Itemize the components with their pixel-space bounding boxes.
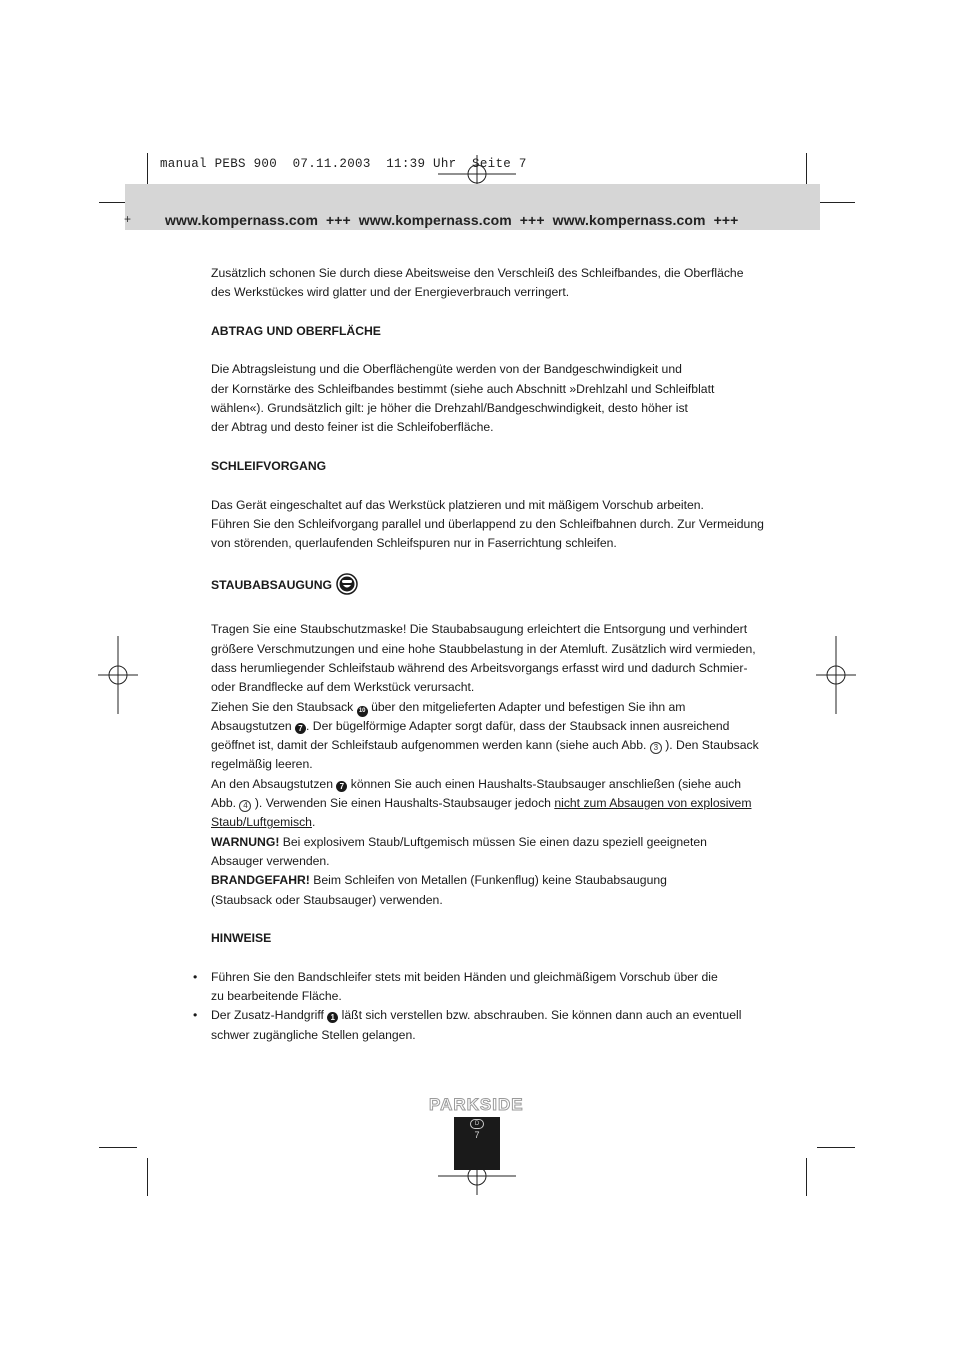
header-separator: +++	[325, 212, 351, 228]
list-text: Der Zusatz-Handgriff	[211, 1008, 324, 1023]
list-item-text	[211, 1006, 771, 1025]
language-badge: D	[470, 1119, 484, 1129]
staub-line: dass herumliegender Schleifstaub während des Arbeitsvorgangs erfasst wird und dadurch Schmier-	[211, 660, 748, 675]
underlined-warning-text: Staub/Luftgemisch	[211, 815, 312, 830]
header-url[interactable]: www.kompernass.com	[358, 212, 512, 228]
staub-text: An den Absaugstutzen	[211, 776, 333, 791]
hinweise-list	[193, 968, 771, 1045]
header-separator: +++	[519, 212, 545, 228]
staub-title: STAUBABSAUGUNG	[211, 577, 332, 592]
crop-mark	[99, 1147, 137, 1148]
abtrag-line: der Abtrag und desto feiner ist die Schleifoberfläche.	[211, 420, 494, 435]
staub-line	[211, 717, 771, 736]
warning-text: Bei explosivem Staub/Luftgemisch müssen Sie einen dazu speziell geeigneten	[279, 834, 707, 849]
header-url[interactable]: www.kompernass.com	[165, 212, 318, 228]
abtrag-line: Die Abtragsleistung und die Oberflächengüte werden von der Bandgeschwindigkeit und	[211, 362, 682, 377]
underlined-warning-text: nicht zum Absaugen von explosivem	[554, 796, 752, 811]
staub-text: . Der bügelförmige Adapter sorgt dafür, dass der Staubsack innen ausreichend	[306, 718, 730, 733]
fire-hazard-text: Beim Schleifen von Metallen (Funkenflug) keine Staubabsaugung	[309, 873, 667, 888]
list-item	[193, 968, 771, 1007]
intro-line: Zusätzlich schonen Sie durch diese Abeitsweise den Verschleiß des Schleifbandes, die Oberfläche	[211, 266, 744, 280]
part-number-1: 1	[327, 1012, 338, 1023]
staub-text: über den mitgelieferten Adapter und befestigen Sie ihn am	[371, 699, 686, 714]
section-heading-hinweise: HINWEISE	[211, 931, 272, 946]
schleifvorgang-line: Führen Sie den Schleifvorgang parallel und überlappend zu den Schleifbahnen durch. Zur Vermeidung	[211, 516, 764, 531]
header-urls	[165, 212, 738, 228]
fire-hazard-label: BRANDGEFAHR!	[211, 873, 310, 888]
bullet: •	[193, 969, 198, 984]
fire-line: (Staubsack oder Staubsauger) verwenden.	[211, 892, 443, 907]
schleifvorgang-line: von störenden, querlaufenden Schleifspuren nur in Faserrichtung schleifen.	[211, 536, 617, 551]
main-content	[193, 264, 771, 1045]
list-item-text: zu bearbeitende Fläche.	[211, 988, 342, 1003]
warning-line	[211, 833, 771, 852]
print-slug: manual PEBS 900 07.11.2003 11:39 Uhr Seite 7	[160, 157, 527, 171]
staub-line: Tragen Sie eine Staubschutzmaske! Die Staubabsaugung erleichtert die Entsorgung und verhindert	[211, 622, 748, 637]
header-url[interactable]: www.kompernass.com	[552, 212, 706, 228]
section-heading-schleifvorgang: SCHLEIFVORGANG	[211, 458, 327, 473]
staub-text: ). Den Staubsack	[665, 738, 759, 753]
crop-mark	[817, 202, 855, 203]
section-heading-staubabsaugung	[211, 573, 771, 601]
staub-text: Absaugstutzen	[211, 718, 292, 733]
crop-mark	[806, 1158, 807, 1196]
staub-line	[211, 794, 771, 813]
part-number-7: 7	[336, 781, 347, 792]
registration-target-icon	[816, 636, 856, 714]
staub-line	[211, 775, 771, 794]
list-item-text: Führen Sie den Bandschleifer stets mit beiden Händen und gleichmäßigem Vorschub über die	[211, 969, 718, 984]
intro-line: des Werkstückes wird glatter und der Energieverbrauch verringert.	[211, 285, 570, 300]
crop-mark	[817, 1147, 855, 1148]
section-heading-abtrag: ABTRAG UND OBERFLÄCHE	[211, 323, 381, 338]
figure-ref-3: 3	[650, 742, 662, 754]
staub-text: Ziehen Sie den Staubsack	[211, 699, 354, 714]
staub-line: regelmäßig leeren.	[211, 757, 313, 772]
staub-text: .	[311, 815, 316, 830]
bullet: •	[193, 1008, 198, 1023]
dust-mask-icon	[336, 573, 358, 601]
abtrag-line: der Kornstärke des Schleifbandes bestimmt (siehe auch Abschnitt »Drehlzahl und Schleifblatt	[211, 381, 715, 396]
staub-text: geöffnet ist, damit der Schleifstaub aufgenommen werden kann (siehe auch Abb.	[211, 738, 647, 753]
fire-line	[211, 871, 771, 890]
figure-ref-4: 4	[239, 800, 251, 812]
staub-text: Abb.	[211, 796, 237, 811]
part-number-10: 10	[357, 706, 368, 717]
band-marker: +	[124, 212, 132, 226]
parkside-logo: PARKSIDE	[429, 1095, 524, 1114]
list-text: läßt sich verstellen bzw. abschrauben. Sie können dann auch an eventuell	[341, 1008, 742, 1023]
warning-label: WARNUNG!	[211, 834, 280, 849]
staub-line: oder Brandflecke auf dem Werkstück verursacht.	[211, 680, 475, 695]
warning-line: Absauger verwenden.	[211, 853, 330, 868]
list-item-text: schwer zugängliche Stellen gelangen.	[211, 1027, 416, 1042]
staub-line	[211, 813, 771, 832]
part-number-7: 7	[295, 723, 306, 734]
staub-line: größere Verschmutzungen und eine hohe Staubbelastung in der Atemluft. Zusätzlich wird vermieden,	[211, 641, 756, 656]
schleifvorgang-line: Das Gerät eingeschaltet auf das Werkstück platzieren und mit mäßigem Vorschub arbeiten.	[211, 497, 704, 512]
crop-mark	[147, 1158, 148, 1196]
registration-target-icon	[98, 636, 138, 714]
staub-line	[211, 736, 771, 755]
page-number: 7	[474, 1130, 480, 1140]
header-separator: +++	[713, 212, 739, 228]
staub-line	[211, 698, 771, 717]
list-item	[193, 1006, 771, 1045]
staub-text: ). Verwenden Sie einen Haushalts-Staubsauger jedoch	[254, 796, 551, 811]
abtrag-line: wählen«). Grundsätzlich gilt: je höher die Drehzahl/Bandgeschwindigkeit, desto höher ist	[211, 401, 688, 416]
staub-text: können Sie auch einen Haushalts-Staubsauger anschließen (siehe auch	[350, 776, 742, 791]
